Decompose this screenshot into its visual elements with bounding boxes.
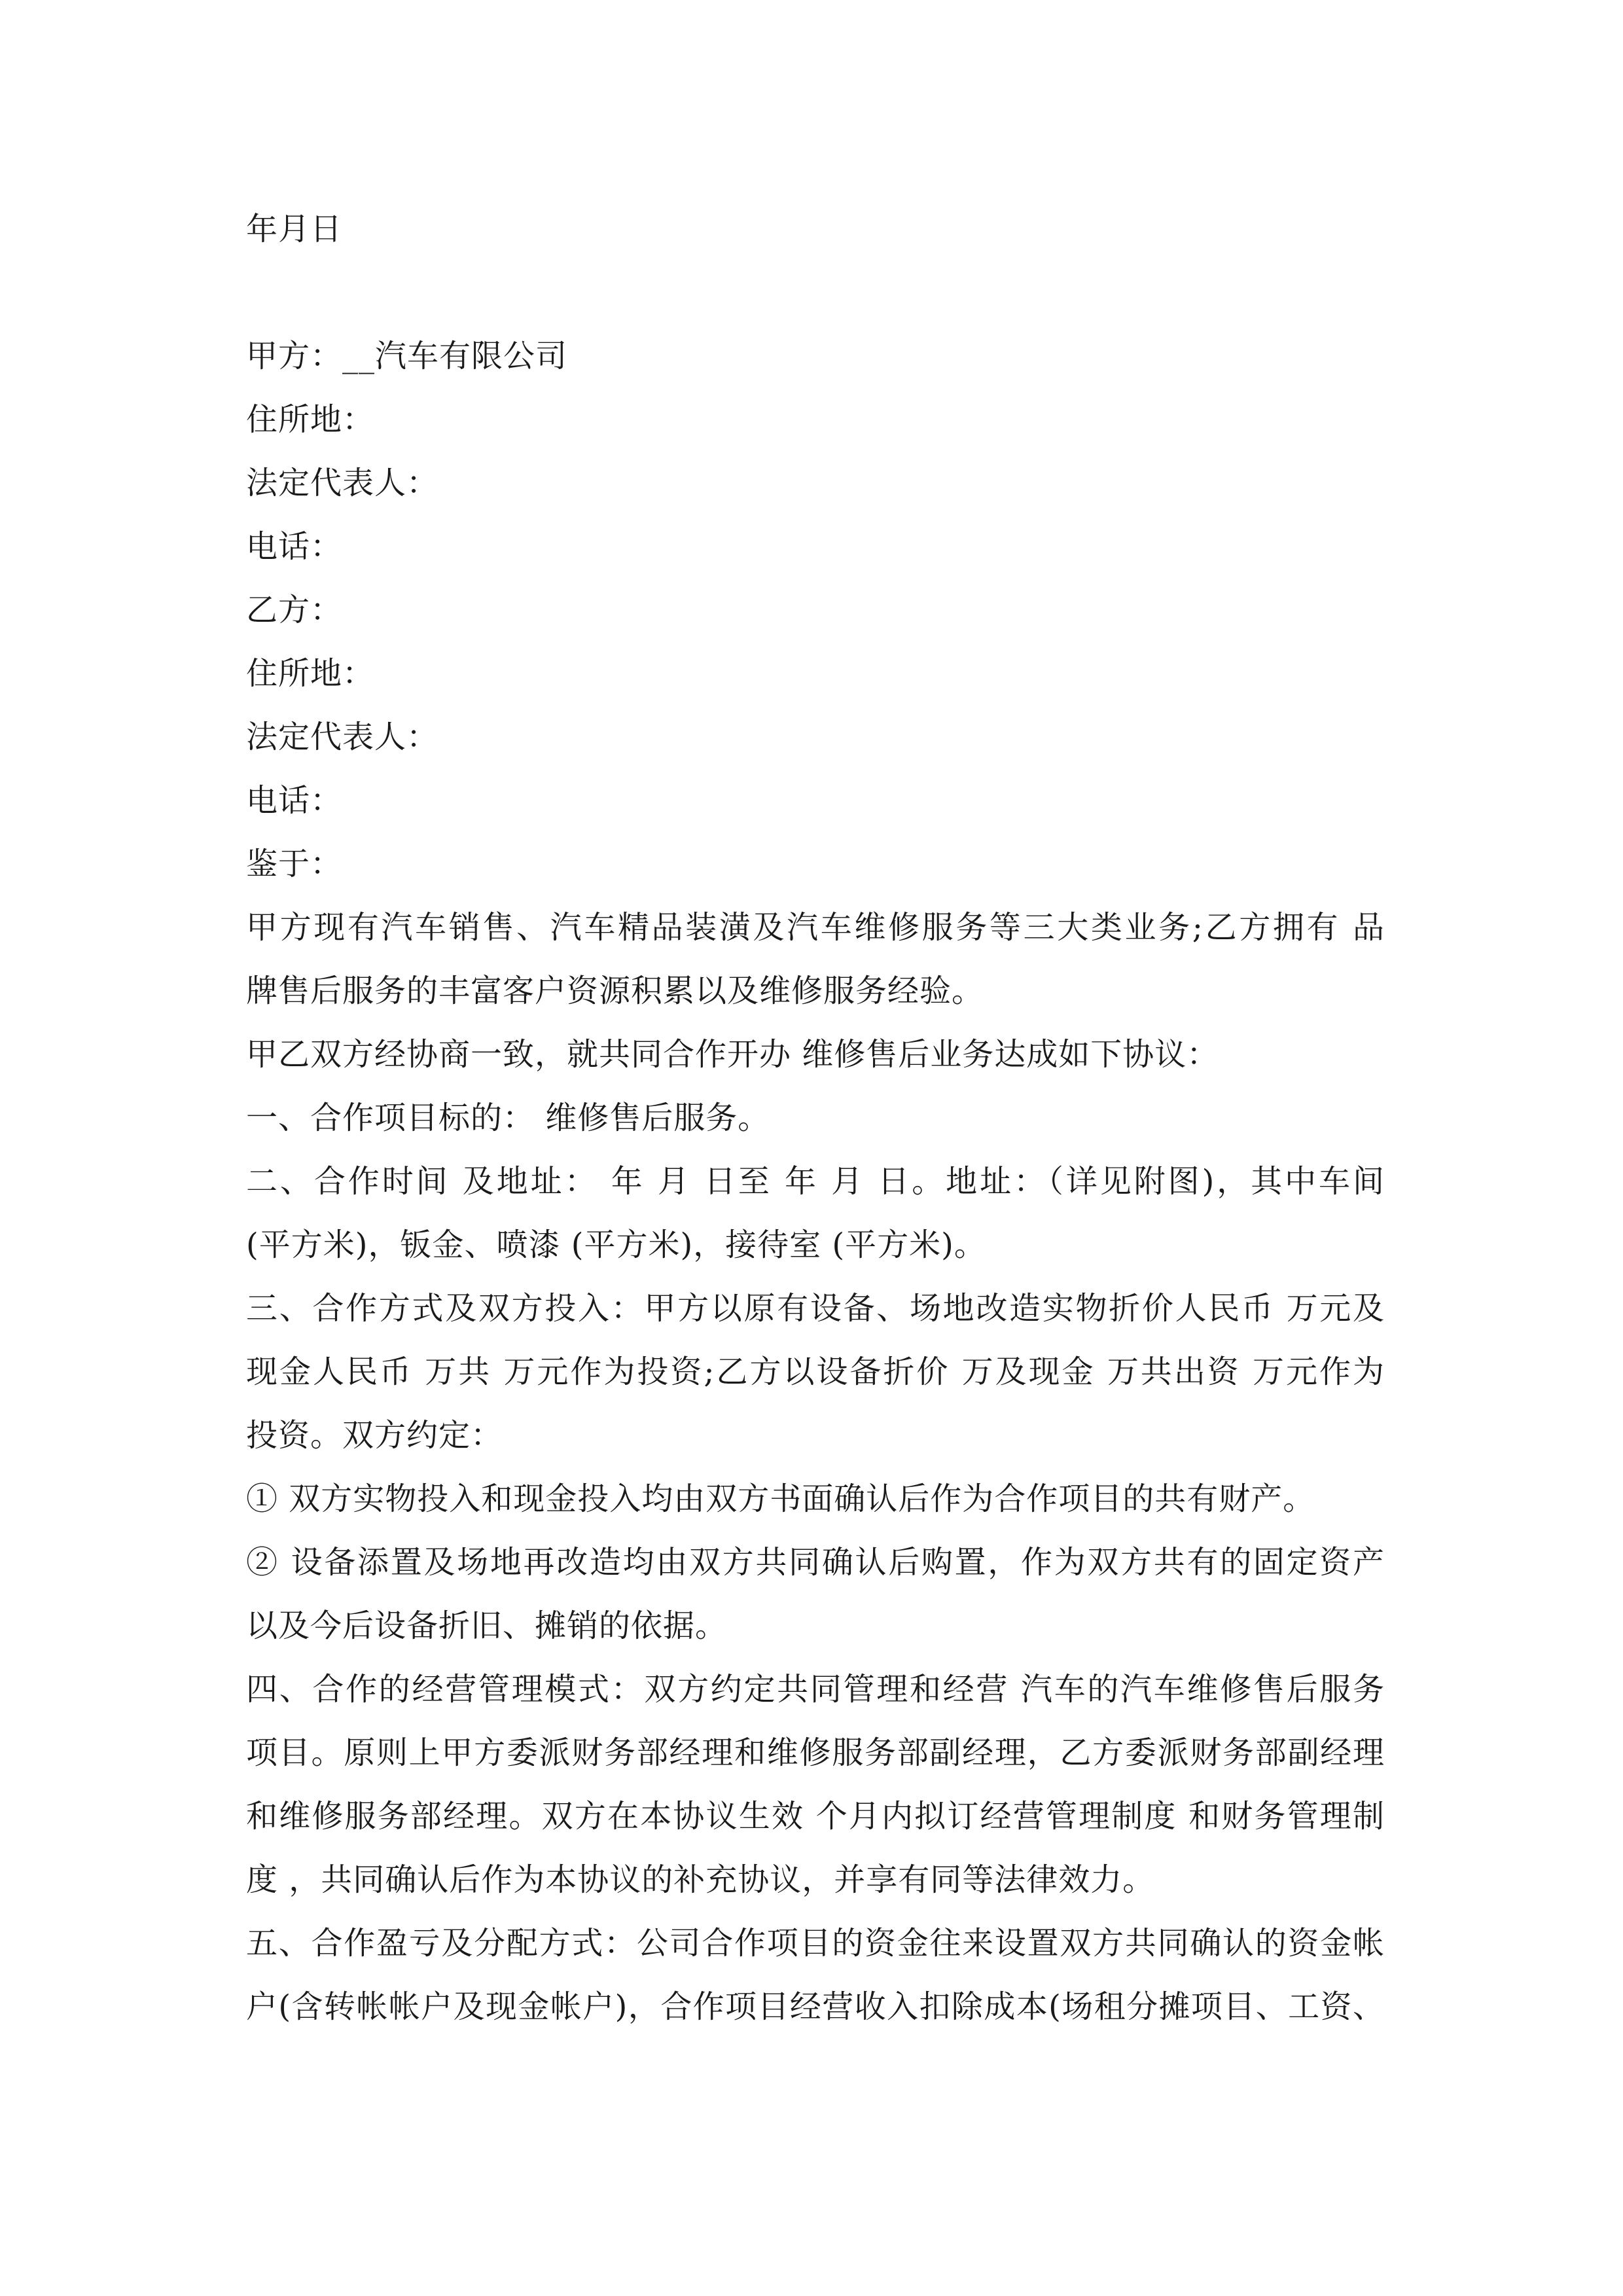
clause-line: 户(含转帐帐户及现金帐户)，合作项目经营收入扣除成本(场租分摊项目、工资、	[246, 1988, 1385, 2025]
party-a-label: 甲方：__汽车有限公司	[246, 338, 568, 374]
clause-line: 度 ，共同确认后作为本协议的补充协议，并享有同等法律效力。	[246, 1861, 1155, 1898]
clause-line: 甲乙双方经协商一致，就共同合作开办 维修售后业务达成如下协议：	[246, 1036, 1219, 1073]
clause-line: 五、合作盈亏及分配方式：公司合作项目的资金往来设置双方共同确认的资金帐	[246, 1925, 1385, 1962]
clause-line: 一、合作项目标的： 维修售后服务。	[246, 1100, 770, 1136]
clause-line: 甲方现有汽车销售、汽车精品装潢及汽车维修服务等三大类业务;乙方拥有 品	[246, 909, 1385, 946]
whereas-heading: 鉴于：	[246, 846, 343, 882]
clause-line: ① 双方实物投入和现金投入均由双方书面确认后作为合作项目的共有财产。	[246, 1480, 1315, 1517]
party-b-representative: 法定代表人：	[246, 719, 439, 755]
clause-line: (平方米)，钣金、喷漆 (平方米)，接待室 (平方米)。	[246, 1227, 986, 1263]
date-line: 年月日	[246, 211, 343, 247]
clause-line: 投资。双方约定：	[246, 1417, 503, 1454]
clause-line: ② 设备添置及场地再改造均由双方共同确认后购置，作为双方共有的固定资产	[246, 1544, 1385, 1581]
contract-body	[246, 325, 1385, 2039]
date-block	[246, 198, 1385, 261]
agreement-clauses	[246, 896, 1385, 2039]
party-a-representative: 法定代表人：	[246, 465, 439, 501]
party-b-label: 乙方：	[246, 592, 343, 628]
clause-line: 二、合作时间 及地址： 年 月 日至 年 月 日。地址：（详见附图)，其中车间	[246, 1163, 1385, 1200]
party-b-phone: 电话：	[246, 782, 343, 819]
party-a-address: 住所地：	[246, 401, 375, 438]
clause-line: 现金人民币 万共 万元作为投资;乙方以设备折价 万及现金 万共出资 万元作为	[246, 1354, 1385, 1390]
party-a-phone: 电话：	[246, 528, 343, 565]
clause-line: 和维修服务部经理。双方在本协议生效 个月内拟订经营管理制度 和财务管理制	[246, 1798, 1385, 1835]
clause-line: 以及今后设备折旧、摊销的依据。	[246, 1607, 728, 1644]
clause-line: 牌售后服务的丰富客户资源积累以及维修服务经验。	[246, 973, 984, 1009]
clause-line: 项目。原则上甲方委派财务部经理和维修服务部副经理，乙方委派财务部副经理	[246, 1734, 1385, 1771]
clause-line: 四、合作的经营管理模式：双方约定共同管理和经营 汽车的汽车维修售后服务	[246, 1671, 1385, 1708]
party-b-address: 住所地：	[246, 655, 375, 692]
clause-line: 三、合作方式及双方投入：甲方以原有设备、场地改造实物折价人民币 万元及	[246, 1290, 1385, 1327]
